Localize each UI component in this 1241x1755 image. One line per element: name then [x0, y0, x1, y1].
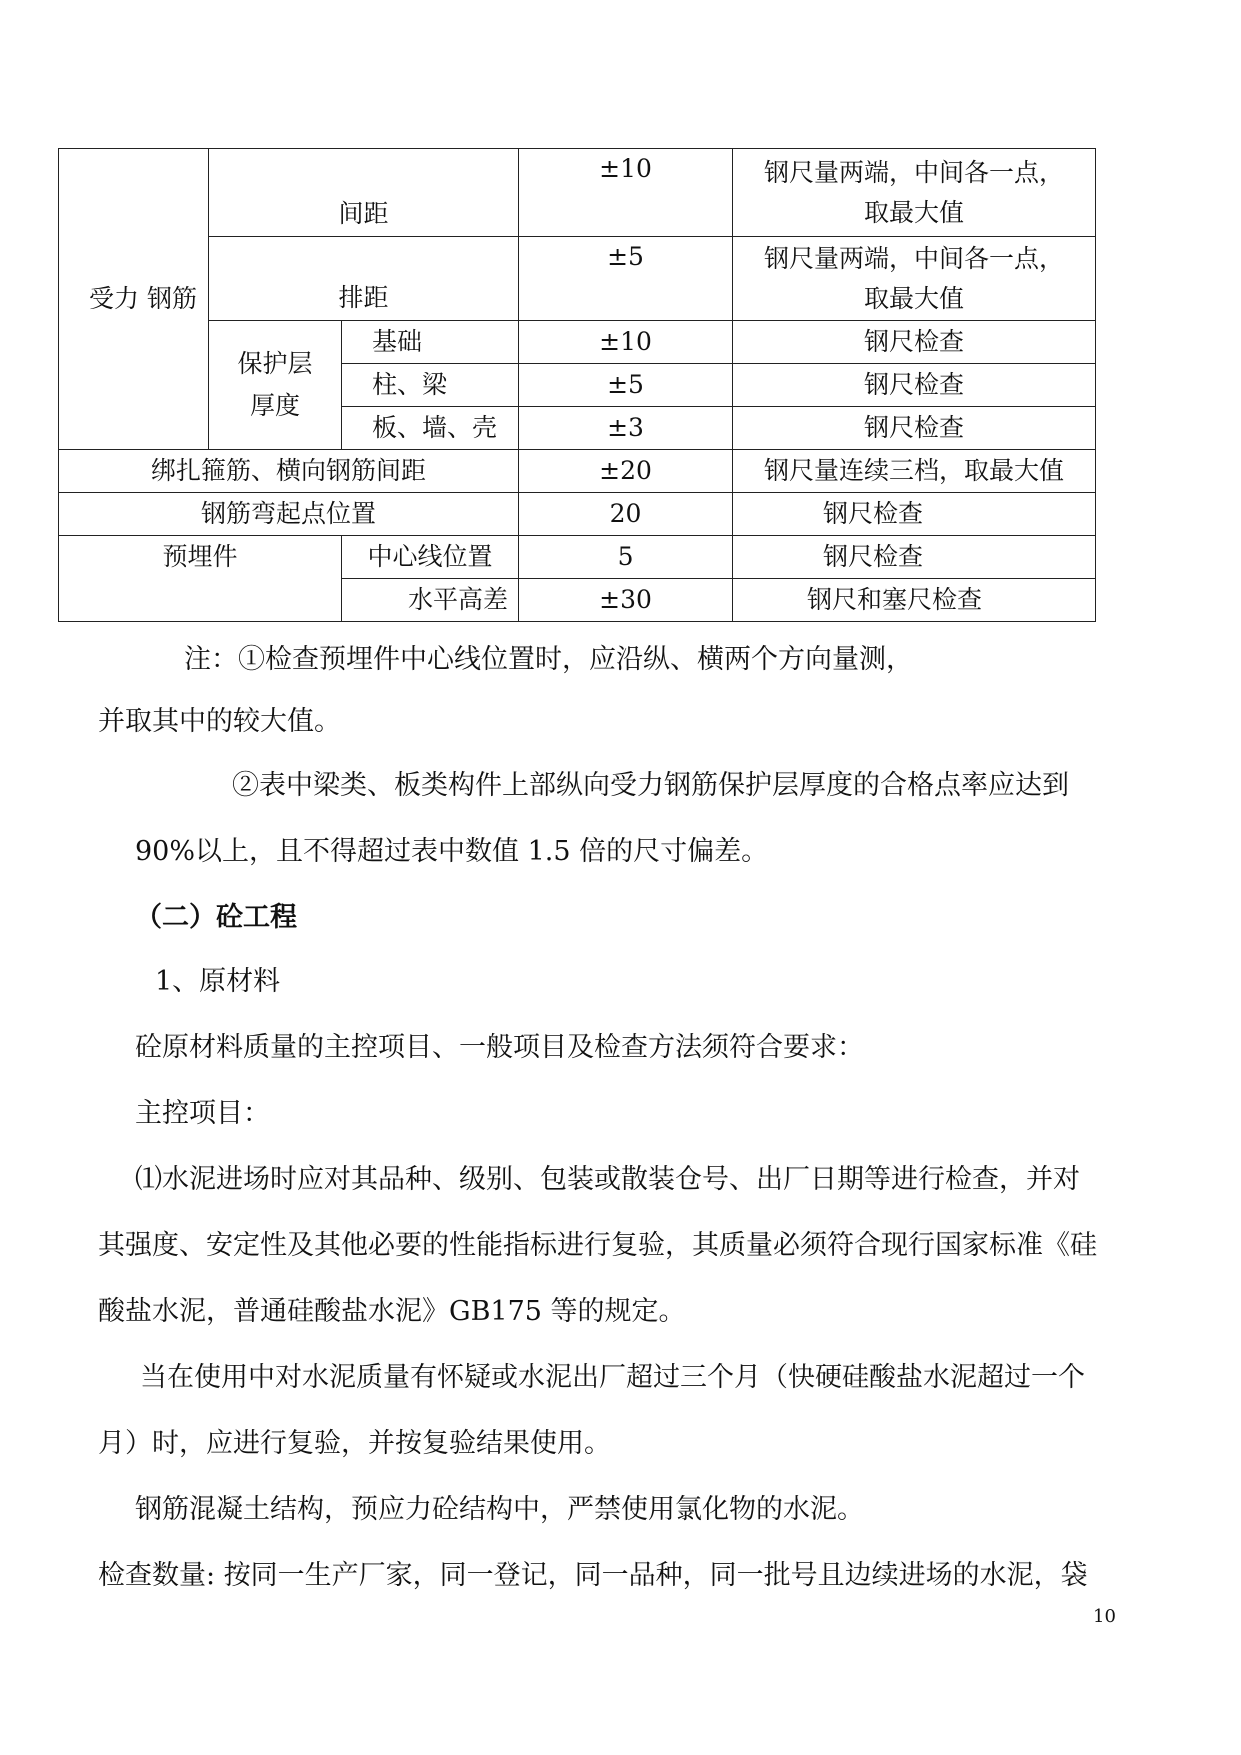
item-column-beam: 柱、梁 [342, 364, 519, 407]
value-foundation: ±10 [519, 321, 733, 364]
paragraph-inspection-qty: 检查数量: 按同一生产厂家，同一登记，同一品种，同一批号且边续进场的水泥，袋 [98, 1560, 1088, 1591]
value-centerline: 5 [519, 536, 733, 579]
method-stirrup-spacing: 钢尺量连续三档，取最大值 [733, 450, 1096, 493]
value-spacing: ±10 [519, 149, 733, 237]
method-line: 取最大值 [864, 283, 965, 313]
note-2-line-1: ②表中梁类、板类构件上部纵向受力钢筋保护层厚度的合格点率应达到 [232, 770, 1069, 801]
value-bend-point: 20 [519, 493, 733, 536]
value-stirrup-spacing: ±20 [519, 450, 733, 493]
paragraph-retest-1: 当在使用中对水泥质量有怀疑或水泥出厂超过三个月（快硬硅酸盐水泥超过一个 [140, 1362, 1085, 1393]
value-level-diff: ±30 [519, 579, 733, 622]
method-centerline: 钢尺检查 [733, 536, 1096, 579]
item-row-spacing: 排距 [209, 237, 519, 321]
group-main-rebar: 受力 钢筋 [59, 149, 209, 450]
method-foundation: 钢尺检查 [733, 321, 1096, 364]
value-row-spacing: ±5 [519, 237, 733, 321]
paragraph-cement-1: ⑴水泥进场时应对其品种、级别、包装或散装仓号、出厂日期等进行检查，并对 [135, 1164, 1080, 1195]
note-2-line-2: 90%以上，且不得超过表中数值 1.5 倍的尺寸偏差。 [135, 836, 769, 867]
item-stirrup-spacing: 绑扎箍筋、横向钢筋间距 [59, 450, 519, 493]
method-line: 取最大值 [864, 197, 965, 227]
item-slab-wall-shell: 板、墙、壳 [342, 407, 519, 450]
group-embedded-parts-cont [59, 579, 342, 622]
paragraph-main-items: 主控项目： [135, 1098, 270, 1129]
note-1-line-1: 注：①检查预埋件中心线位置时，应沿纵、横两个方向量测， [184, 644, 913, 675]
method-line: 钢尺量两端，中间各一点， [764, 157, 1065, 187]
value-slab-wall-shell: ±3 [519, 407, 733, 450]
item-spacing: 间距 [209, 149, 519, 237]
item-foundation: 基础 [342, 321, 519, 364]
page-number: 10 [1093, 1606, 1116, 1627]
method-spacing [733, 149, 1096, 237]
note-1-line-2: 并取其中的较大值。 [98, 706, 341, 737]
sub-cover-thickness: 保护层 厚度 [209, 321, 342, 450]
method-line: 钢尺量两端，中间各一点， [764, 243, 1065, 273]
item-centerline: 中心线位置 [342, 536, 519, 579]
tolerance-table [58, 148, 1096, 622]
paragraph-chloride: 钢筋混凝土结构，预应力砼结构中，严禁使用氯化物的水泥。 [135, 1494, 864, 1525]
item-level-diff: 水平高差 [342, 579, 519, 622]
value-column-beam: ±5 [519, 364, 733, 407]
method-column-beam: 钢尺检查 [733, 364, 1096, 407]
subsection-heading: 1、原材料 [155, 966, 281, 997]
paragraph-retest-2: 月）时，应进行复验，并按复验结果使用。 [98, 1428, 611, 1459]
paragraph-cement-2: 其强度、安定性及其他必要的性能指标进行复验，其质量必须符合现行国家标准《硅 [98, 1230, 1097, 1261]
section-heading: （二）砼工程 [135, 902, 297, 933]
method-row-spacing [733, 237, 1096, 321]
paragraph-cement-3: 酸盐水泥，普通硅酸盐水泥》GB175 等的规定。 [98, 1296, 686, 1327]
group-embedded-parts: 预埋件 [59, 536, 342, 579]
method-bend-point: 钢尺检查 [733, 493, 1096, 536]
method-level-diff: 钢尺和塞尺检查 [733, 579, 1096, 622]
item-bend-point: 钢筋弯起点位置 [59, 493, 519, 536]
method-slab-wall-shell: 钢尺检查 [733, 407, 1096, 450]
paragraph-intro: 砼原材料质量的主控项目、一般项目及检查方法须符合要求： [135, 1032, 864, 1063]
